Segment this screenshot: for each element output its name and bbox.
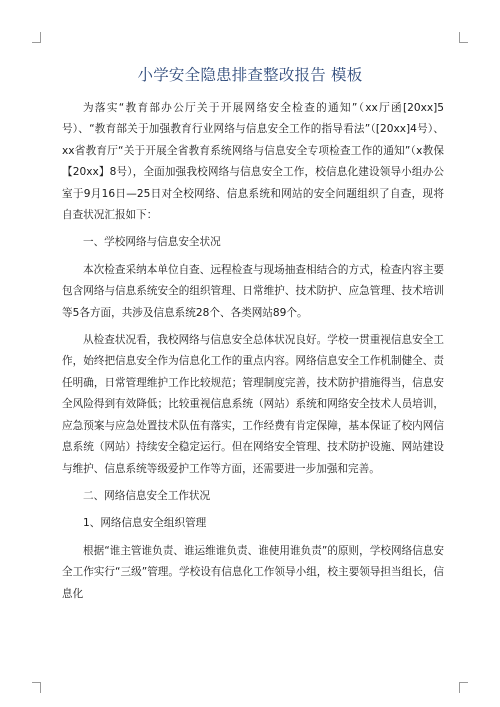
intro-paragraph: 为落实“教育部办公厅关于开展网络安全检查的通知”（xx厅函[20xx]5号）、“教育部关于加强教育行业网络与信息安全工作的指导看法”（[20xx]4号）、xx省教育厅“关于开展全省教育系统网络与信息安全专项检查工作的通知”（x教保【20xx】8号），全面加强我校网络与信息安全工作，校信息化建设领导小组办公室于9月16日—25日对全校网络、信息系统和网站的安全问题组织了自查，现将自查状况汇报如下：	[62, 102, 444, 222]
document-title: 小学安全隐患排查整改报告 模板	[137, 66, 363, 84]
crop-mark-bottom-left	[32, 682, 41, 693]
body-paragraph: 根据“谁主管谁负责、谁运维谁负责、谁使用谁负责”的原则，学校网络信息安全工作实行“三级”管理。学校设有信息化工作领导小组，校主要领导担当组长，信息化	[62, 544, 444, 600]
section-heading-1: 一、学校网络与信息安全状况	[83, 236, 221, 249]
body-paragraph: 从检查状况看，我校网络与信息安全总体状况良好。学校一贯重视信息安全工作，始终把信息安全作为信息化工作的重点内容。网络信息安全工作机制健全、责任明确，日常管理维护工作比较规范；管理制度完善，技术防护措施得当，信息安全风险得到有效降低；比较重视信息系统（网站）系统和网络安全技术人员培训，应急预案与应急处置技术队伍有落实，工作经费有肯定保障，基本保证了校内网信息系统（网站）持续安全稳定运行。但在网络安全管理、技术防护设施、网站建设与维护、信息系统等级爱护工作等方面，还需要进一步加强和完善。	[62, 334, 444, 475]
crop-mark-top-left	[32, 32, 41, 43]
crop-mark-top-right	[459, 32, 468, 43]
crop-mark-bottom-right	[459, 682, 468, 693]
subsection-heading-1: 1、网络信息安全组织管理	[83, 517, 207, 530]
document-body	[62, 98, 444, 605]
section-heading-2: 二、网络信息安全工作状况	[83, 489, 211, 502]
body-paragraph: 本次检查采纳本单位自查、远程检查与现场抽查相结合的方式，检查内容主要包含网络与信息系统安全的组织管理、日常维护、技术防护、应急管理、技术培训等5各方面，共涉及信息系统28个、各类网站89个。	[62, 263, 444, 319]
